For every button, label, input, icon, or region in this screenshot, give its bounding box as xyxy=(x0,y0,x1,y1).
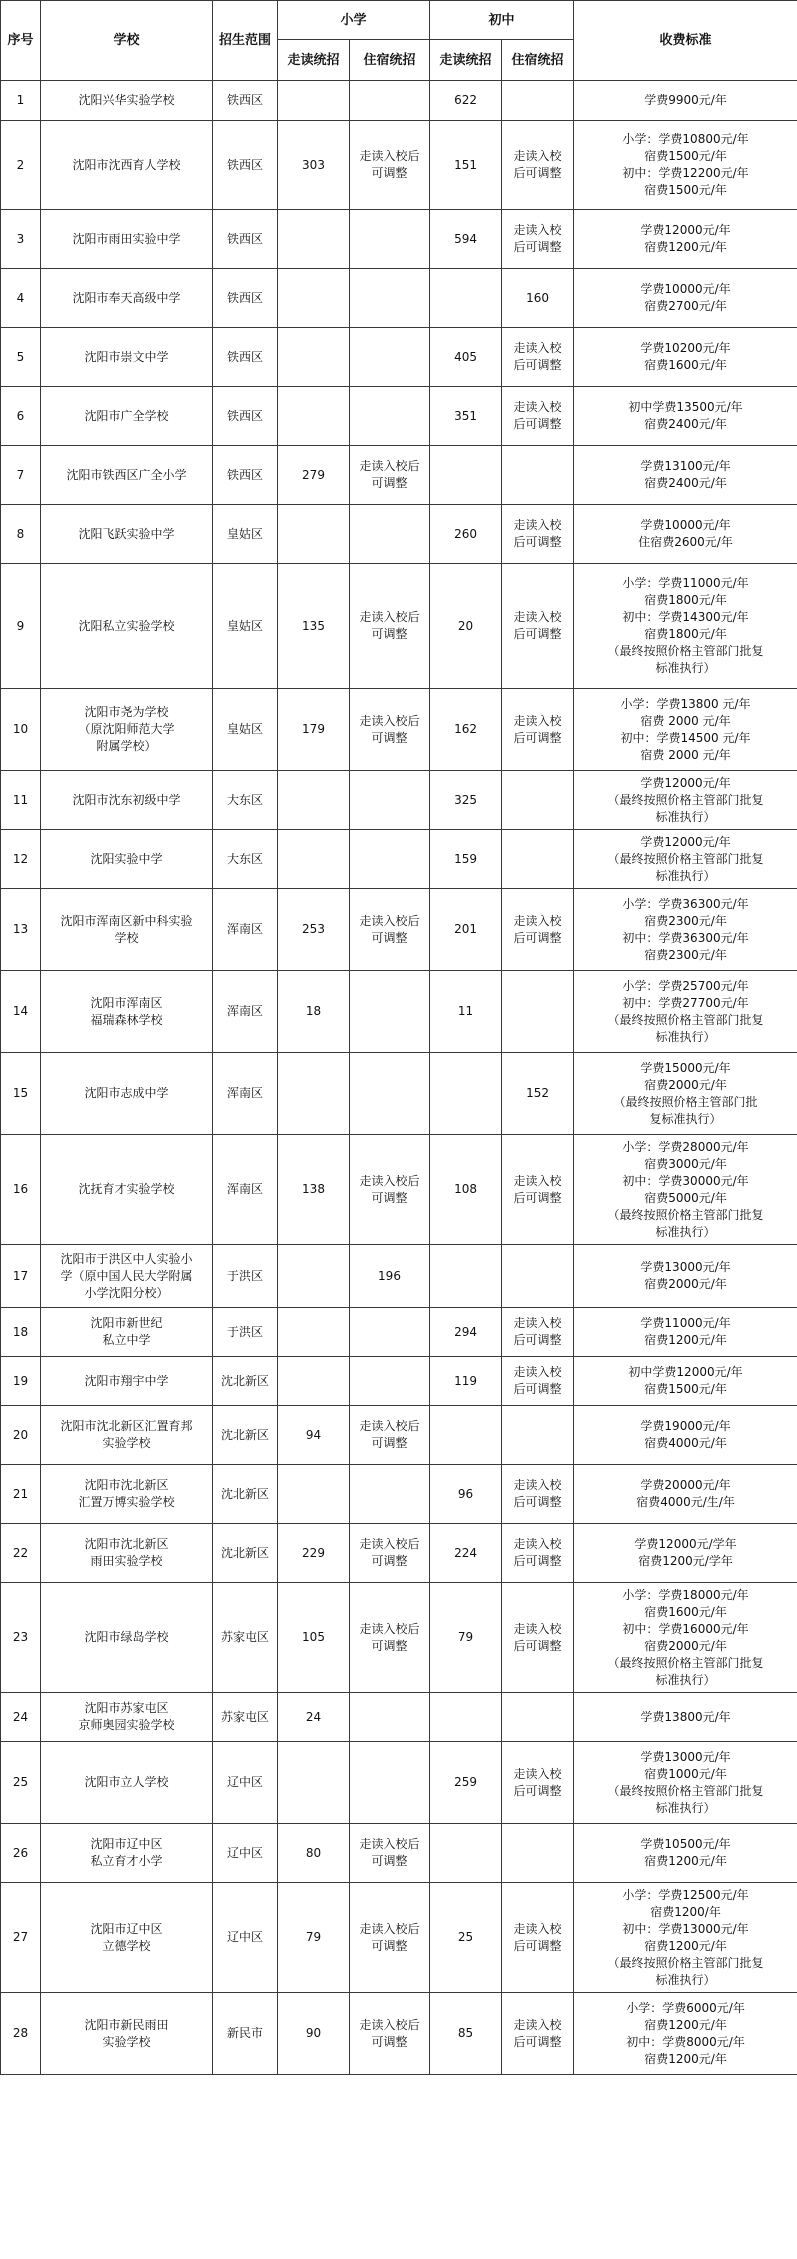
cell-junior-day xyxy=(430,446,502,505)
cell-index: 11 xyxy=(1,771,41,830)
table-row xyxy=(1,1465,797,1524)
cell-primary-day xyxy=(278,387,350,446)
cell-primary-board: 走读入校后 可调整 xyxy=(350,1135,430,1245)
cell-fee: 小学：学费10800元/年 宿费1500元/年 初中：学费12200元/年 宿费1500元/年 xyxy=(574,121,797,210)
cell-area: 大东区 xyxy=(213,771,278,830)
cell-junior-day: 201 xyxy=(430,889,502,971)
cell-primary-day: 94 xyxy=(278,1406,350,1465)
cell-junior-day: 79 xyxy=(430,1583,502,1693)
cell-primary-board: 走读入校后 可调整 xyxy=(350,1524,430,1583)
cell-school: 沈阳实验中学 xyxy=(41,830,213,889)
cell-junior-board: 走读入校 后可调整 xyxy=(502,1135,574,1245)
cell-fee: 小学：学费11000元/年 宿费1800元/年 初中：学费14300元/年 宿费1800元/年 （最终按照价格主管部门批复 标准执行） xyxy=(574,564,797,689)
cell-fee: 学费12000元/年 宿费1200元/年 xyxy=(574,210,797,269)
cell-index: 2 xyxy=(1,121,41,210)
cell-fee: 学费10200元/年 宿费1600元/年 xyxy=(574,328,797,387)
cell-primary-board xyxy=(350,830,430,889)
cell-junior-day: 159 xyxy=(430,830,502,889)
cell-junior-board xyxy=(502,830,574,889)
cell-primary-day: 80 xyxy=(278,1824,350,1883)
header-junior: 初中 xyxy=(430,1,574,40)
cell-junior-board: 走读入校 后可调整 xyxy=(502,889,574,971)
cell-primary-day: 105 xyxy=(278,1583,350,1693)
cell-index: 1 xyxy=(1,81,41,121)
cell-fee: 小学：学费18000元/年 宿费1600元/年 初中：学费16000元/年 宿费2000元/年 （最终按照价格主管部门批复 标准执行） xyxy=(574,1583,797,1693)
cell-junior-board: 走读入校 后可调整 xyxy=(502,387,574,446)
table-row xyxy=(1,1742,797,1824)
cell-primary-day xyxy=(278,1245,350,1308)
cell-index: 17 xyxy=(1,1245,41,1308)
cell-area: 皇姑区 xyxy=(213,564,278,689)
cell-area: 浑南区 xyxy=(213,1053,278,1135)
cell-junior-board: 走读入校 后可调整 xyxy=(502,689,574,771)
cell-junior-board: 走读入校 后可调整 xyxy=(502,1993,574,2075)
cell-primary-board xyxy=(350,505,430,564)
cell-junior-day: 294 xyxy=(430,1308,502,1357)
cell-primary-day: 138 xyxy=(278,1135,350,1245)
cell-junior-board: 走读入校 后可调整 xyxy=(502,1883,574,1993)
cell-area: 皇姑区 xyxy=(213,689,278,771)
cell-area: 沈北新区 xyxy=(213,1406,278,1465)
table-row xyxy=(1,1245,797,1308)
cell-junior-board: 走读入校 后可调整 xyxy=(502,1742,574,1824)
cell-primary-day xyxy=(278,771,350,830)
cell-school: 沈阳市广全学校 xyxy=(41,387,213,446)
table-row xyxy=(1,269,797,328)
cell-index: 9 xyxy=(1,564,41,689)
cell-area: 苏家屯区 xyxy=(213,1693,278,1742)
cell-primary-day xyxy=(278,1742,350,1824)
cell-school: 沈阳市志成中学 xyxy=(41,1053,213,1135)
cell-index: 28 xyxy=(1,1993,41,2075)
cell-index: 12 xyxy=(1,830,41,889)
cell-junior-board xyxy=(502,771,574,830)
cell-fee: 学费11000元/年 宿费1200元/年 xyxy=(574,1308,797,1357)
cell-junior-board: 152 xyxy=(502,1053,574,1135)
cell-junior-board: 走读入校 后可调整 xyxy=(502,121,574,210)
cell-junior-board xyxy=(502,1693,574,1742)
cell-junior-day xyxy=(430,269,502,328)
table-row xyxy=(1,328,797,387)
cell-junior-day: 325 xyxy=(430,771,502,830)
cell-fee: 小学：学费28000元/年 宿费3000元/年 初中：学费30000元/年 宿费5000元/年 （最终按照价格主管部门批复 标准执行） xyxy=(574,1135,797,1245)
cell-junior-day: 11 xyxy=(430,971,502,1053)
cell-junior-day: 224 xyxy=(430,1524,502,1583)
cell-area: 铁西区 xyxy=(213,269,278,328)
cell-index: 5 xyxy=(1,328,41,387)
cell-school: 沈阳市铁西区广全小学 xyxy=(41,446,213,505)
cell-primary-board: 走读入校后 可调整 xyxy=(350,1824,430,1883)
cell-fee: 学费20000元/年 宿费4000元/生/年 xyxy=(574,1465,797,1524)
cell-area: 于洪区 xyxy=(213,1245,278,1308)
cell-school: 沈阳私立实验学校 xyxy=(41,564,213,689)
cell-primary-day: 18 xyxy=(278,971,350,1053)
cell-index: 16 xyxy=(1,1135,41,1245)
table-row xyxy=(1,830,797,889)
cell-area: 新民市 xyxy=(213,1993,278,2075)
cell-primary-day xyxy=(278,1308,350,1357)
cell-primary-board xyxy=(350,387,430,446)
cell-index: 15 xyxy=(1,1053,41,1135)
cell-primary-board: 走读入校后 可调整 xyxy=(350,564,430,689)
table-row xyxy=(1,1524,797,1583)
cell-area: 皇姑区 xyxy=(213,505,278,564)
cell-junior-day xyxy=(430,1245,502,1308)
cell-fee: 学费13100元/年 宿费2400元/年 xyxy=(574,446,797,505)
cell-area: 辽中区 xyxy=(213,1824,278,1883)
cell-fee: 学费10000元/年 住宿费2600元/年 xyxy=(574,505,797,564)
cell-primary-board xyxy=(350,269,430,328)
cell-fee: 小学：学费36300元/年 宿费2300元/年 初中：学费36300元/年 宿费2300元/年 xyxy=(574,889,797,971)
cell-area: 沈北新区 xyxy=(213,1357,278,1406)
cell-junior-day: 96 xyxy=(430,1465,502,1524)
cell-junior-day: 108 xyxy=(430,1135,502,1245)
cell-junior-day: 260 xyxy=(430,505,502,564)
cell-index: 25 xyxy=(1,1742,41,1824)
cell-school: 沈阳市苏家屯区 京师奥园实验学校 xyxy=(41,1693,213,1742)
cell-school: 沈阳市立人学校 xyxy=(41,1742,213,1824)
table-row xyxy=(1,971,797,1053)
cell-index: 21 xyxy=(1,1465,41,1524)
cell-index: 23 xyxy=(1,1583,41,1693)
cell-fee: 学费10000元/年 宿费2700元/年 xyxy=(574,269,797,328)
cell-primary-board xyxy=(350,1693,430,1742)
cell-fee: 小学：学费6000元/年 宿费1200元/年 初中：学费8000元/年 宿费1200元/年 xyxy=(574,1993,797,2075)
cell-school: 沈抚育才实验学校 xyxy=(41,1135,213,1245)
cell-primary-day: 279 xyxy=(278,446,350,505)
cell-primary-day xyxy=(278,210,350,269)
table-row xyxy=(1,387,797,446)
cell-junior-day: 259 xyxy=(430,1742,502,1824)
cell-index: 10 xyxy=(1,689,41,771)
cell-school: 沈阳市辽中区 私立育才小学 xyxy=(41,1824,213,1883)
header-junior-board: 住宿统招 xyxy=(502,40,574,81)
table-row xyxy=(1,1824,797,1883)
cell-junior-board: 走读入校 后可调整 xyxy=(502,1524,574,1583)
cell-school: 沈阳市辽中区 立德学校 xyxy=(41,1883,213,1993)
cell-area: 浑南区 xyxy=(213,889,278,971)
cell-junior-day: 405 xyxy=(430,328,502,387)
table-row xyxy=(1,1583,797,1693)
cell-junior-day xyxy=(430,1053,502,1135)
header-junior-day: 走读统招 xyxy=(430,40,502,81)
cell-primary-day xyxy=(278,1357,350,1406)
cell-primary-board: 走读入校后 可调整 xyxy=(350,446,430,505)
cell-primary-day: 24 xyxy=(278,1693,350,1742)
header-primary: 小学 xyxy=(278,1,430,40)
cell-primary-board: 走读入校后 可调整 xyxy=(350,1406,430,1465)
cell-area: 大东区 xyxy=(213,830,278,889)
table-row xyxy=(1,505,797,564)
cell-primary-day xyxy=(278,328,350,387)
cell-school: 沈阳市翔宇中学 xyxy=(41,1357,213,1406)
cell-area: 铁西区 xyxy=(213,121,278,210)
cell-primary-day xyxy=(278,81,350,121)
cell-junior-board xyxy=(502,971,574,1053)
cell-junior-board: 走读入校 后可调整 xyxy=(502,505,574,564)
cell-fee: 学费12000元/年 （最终按照价格主管部门批复 标准执行） xyxy=(574,830,797,889)
cell-index: 19 xyxy=(1,1357,41,1406)
cell-junior-board xyxy=(502,1824,574,1883)
cell-fee: 小学：学费13800 元/年 宿费 2000 元/年 初中：学费14500 元/年 宿费 2000 元/年 xyxy=(574,689,797,771)
table-row xyxy=(1,1357,797,1406)
table-row xyxy=(1,1053,797,1135)
cell-junior-board xyxy=(502,1406,574,1465)
cell-primary-day: 90 xyxy=(278,1993,350,2075)
header-school: 学校 xyxy=(41,1,213,81)
cell-area: 浑南区 xyxy=(213,971,278,1053)
table-body xyxy=(1,81,797,2075)
table-row xyxy=(1,210,797,269)
cell-junior-board: 走读入校 后可调整 xyxy=(502,1357,574,1406)
cell-index: 3 xyxy=(1,210,41,269)
table-row xyxy=(1,1135,797,1245)
cell-area: 铁西区 xyxy=(213,328,278,387)
cell-fee: 学费19000元/年 宿费4000元/年 xyxy=(574,1406,797,1465)
cell-fee: 学费13000元/年 宿费2000元/年 xyxy=(574,1245,797,1308)
cell-primary-day xyxy=(278,1053,350,1135)
table-row xyxy=(1,446,797,505)
cell-primary-day: 229 xyxy=(278,1524,350,1583)
cell-school: 沈阳市崇文中学 xyxy=(41,328,213,387)
table-row xyxy=(1,1308,797,1357)
cell-school: 沈阳兴华实验学校 xyxy=(41,81,213,121)
cell-junior-day xyxy=(430,1824,502,1883)
cell-fee: 学费9900元/年 xyxy=(574,81,797,121)
cell-junior-day: 20 xyxy=(430,564,502,689)
cell-junior-day: 85 xyxy=(430,1993,502,2075)
cell-index: 7 xyxy=(1,446,41,505)
cell-school: 沈阳市尧为学校 （原沈阳师范大学 附属学校） xyxy=(41,689,213,771)
table-row xyxy=(1,81,797,121)
cell-junior-board: 走读入校 后可调整 xyxy=(502,210,574,269)
cell-area: 苏家屯区 xyxy=(213,1583,278,1693)
cell-fee: 学费13800元/年 xyxy=(574,1693,797,1742)
cell-school: 沈阳市沈北新区汇置育邦 实验学校 xyxy=(41,1406,213,1465)
cell-school: 沈阳市新世纪 私立中学 xyxy=(41,1308,213,1357)
cell-junior-board: 160 xyxy=(502,269,574,328)
cell-primary-day xyxy=(278,1465,350,1524)
cell-area: 浑南区 xyxy=(213,1135,278,1245)
cell-primary-board xyxy=(350,1357,430,1406)
cell-primary-day: 303 xyxy=(278,121,350,210)
cell-school: 沈阳市绿岛学校 xyxy=(41,1583,213,1693)
header-primary-board: 住宿统招 xyxy=(350,40,430,81)
cell-junior-board: 走读入校 后可调整 xyxy=(502,564,574,689)
cell-primary-board: 走读入校后 可调整 xyxy=(350,1993,430,2075)
cell-fee: 小学：学费25700元/年 初中：学费27700元/年 （最终按照价格主管部门批复 标准执行） xyxy=(574,971,797,1053)
cell-primary-board xyxy=(350,1053,430,1135)
cell-fee: 学费12000元/学年 宿费1200元/学年 xyxy=(574,1524,797,1583)
cell-index: 8 xyxy=(1,505,41,564)
cell-school: 沈阳市浑南区 福瑞森林学校 xyxy=(41,971,213,1053)
table-row xyxy=(1,1406,797,1465)
cell-junior-board: 走读入校 后可调整 xyxy=(502,328,574,387)
cell-area: 铁西区 xyxy=(213,387,278,446)
cell-area: 沈北新区 xyxy=(213,1524,278,1583)
cell-fee: 小学：学费12500元/年 宿费1200/年 初中：学费13000元/年 宿费1200元/年 （最终按照价格主管部门批复 标准执行） xyxy=(574,1883,797,1993)
header-area: 招生范围 xyxy=(213,1,278,81)
cell-primary-board: 走读入校后 可调整 xyxy=(350,1883,430,1993)
cell-junior-day: 351 xyxy=(430,387,502,446)
header-fee: 收费标准 xyxy=(574,1,797,81)
cell-junior-board: 走读入校 后可调整 xyxy=(502,1465,574,1524)
cell-index: 4 xyxy=(1,269,41,328)
cell-school: 沈阳市沈东初级中学 xyxy=(41,771,213,830)
cell-area: 于洪区 xyxy=(213,1308,278,1357)
cell-fee: 学费15000元/年 宿费2000元/年 （最终按照价格主管部门批 复标准执行） xyxy=(574,1053,797,1135)
cell-index: 27 xyxy=(1,1883,41,1993)
cell-area: 辽中区 xyxy=(213,1883,278,1993)
cell-junior-day xyxy=(430,1693,502,1742)
cell-primary-day xyxy=(278,830,350,889)
cell-junior-board xyxy=(502,81,574,121)
cell-junior-board: 走读入校 后可调整 xyxy=(502,1308,574,1357)
cell-junior-day xyxy=(430,1406,502,1465)
cell-school: 沈阳市沈北新区 汇置万博实验学校 xyxy=(41,1465,213,1524)
cell-primary-board: 走读入校后 可调整 xyxy=(350,121,430,210)
cell-index: 13 xyxy=(1,889,41,971)
cell-primary-day: 135 xyxy=(278,564,350,689)
cell-area: 铁西区 xyxy=(213,446,278,505)
cell-primary-board: 走读入校后 可调整 xyxy=(350,889,430,971)
cell-junior-board xyxy=(502,1245,574,1308)
cell-area: 铁西区 xyxy=(213,81,278,121)
cell-primary-board xyxy=(350,1465,430,1524)
table-row xyxy=(1,564,797,689)
cell-primary-board xyxy=(350,1308,430,1357)
cell-primary-board xyxy=(350,328,430,387)
table-row xyxy=(1,889,797,971)
cell-fee: 学费10500元/年 宿费1200元/年 xyxy=(574,1824,797,1883)
cell-junior-day: 151 xyxy=(430,121,502,210)
cell-index: 6 xyxy=(1,387,41,446)
cell-index: 24 xyxy=(1,1693,41,1742)
cell-primary-board xyxy=(350,1742,430,1824)
cell-area: 铁西区 xyxy=(213,210,278,269)
cell-school: 沈阳市雨田实验中学 xyxy=(41,210,213,269)
cell-index: 22 xyxy=(1,1524,41,1583)
cell-index: 18 xyxy=(1,1308,41,1357)
cell-junior-day: 594 xyxy=(430,210,502,269)
cell-primary-day xyxy=(278,269,350,328)
cell-school: 沈阳市新民雨田 实验学校 xyxy=(41,1993,213,2075)
table-row xyxy=(1,1993,797,2075)
cell-index: 14 xyxy=(1,971,41,1053)
cell-school: 沈阳飞跃实验中学 xyxy=(41,505,213,564)
cell-junior-board: 走读入校 后可调整 xyxy=(502,1583,574,1693)
cell-primary-board xyxy=(350,971,430,1053)
cell-school: 沈阳市于洪区中人实验小 学（原中国人民大学附属 小学沈阳分校） xyxy=(41,1245,213,1308)
cell-school: 沈阳市沈北新区 雨田实验学校 xyxy=(41,1524,213,1583)
cell-primary-board: 走读入校后 可调整 xyxy=(350,1583,430,1693)
cell-primary-board xyxy=(350,81,430,121)
cell-primary-board: 196 xyxy=(350,1245,430,1308)
cell-junior-day: 622 xyxy=(430,81,502,121)
cell-primary-day: 253 xyxy=(278,889,350,971)
cell-primary-board xyxy=(350,210,430,269)
cell-primary-day xyxy=(278,505,350,564)
table-row xyxy=(1,1883,797,1993)
table-row xyxy=(1,771,797,830)
header-primary-day: 走读统招 xyxy=(278,40,350,81)
cell-fee: 初中学费12000元/年 宿费1500元/年 xyxy=(574,1357,797,1406)
cell-primary-board: 走读入校后 可调整 xyxy=(350,689,430,771)
header-index: 序号 xyxy=(1,1,41,81)
cell-area: 沈北新区 xyxy=(213,1465,278,1524)
cell-fee: 初中学费13500元/年 宿费2400元/年 xyxy=(574,387,797,446)
cell-primary-day: 79 xyxy=(278,1883,350,1993)
cell-fee: 学费12000元/年 （最终按照价格主管部门批复 标准执行） xyxy=(574,771,797,830)
cell-index: 26 xyxy=(1,1824,41,1883)
cell-junior-day: 25 xyxy=(430,1883,502,1993)
cell-school: 沈阳市沈西育人学校 xyxy=(41,121,213,210)
cell-junior-day: 119 xyxy=(430,1357,502,1406)
cell-index: 20 xyxy=(1,1406,41,1465)
cell-junior-day: 162 xyxy=(430,689,502,771)
cell-area: 辽中区 xyxy=(213,1742,278,1824)
table-row xyxy=(1,121,797,210)
cell-primary-day: 179 xyxy=(278,689,350,771)
table-row xyxy=(1,689,797,771)
cell-school: 沈阳市奉天高级中学 xyxy=(41,269,213,328)
cell-school: 沈阳市浑南区新中科实验 学校 xyxy=(41,889,213,971)
cell-fee: 学费13000元/年 宿费1000元/年 （最终按照价格主管部门批复 标准执行） xyxy=(574,1742,797,1824)
cell-junior-board xyxy=(502,446,574,505)
cell-primary-board xyxy=(350,771,430,830)
table-row xyxy=(1,1693,797,1742)
